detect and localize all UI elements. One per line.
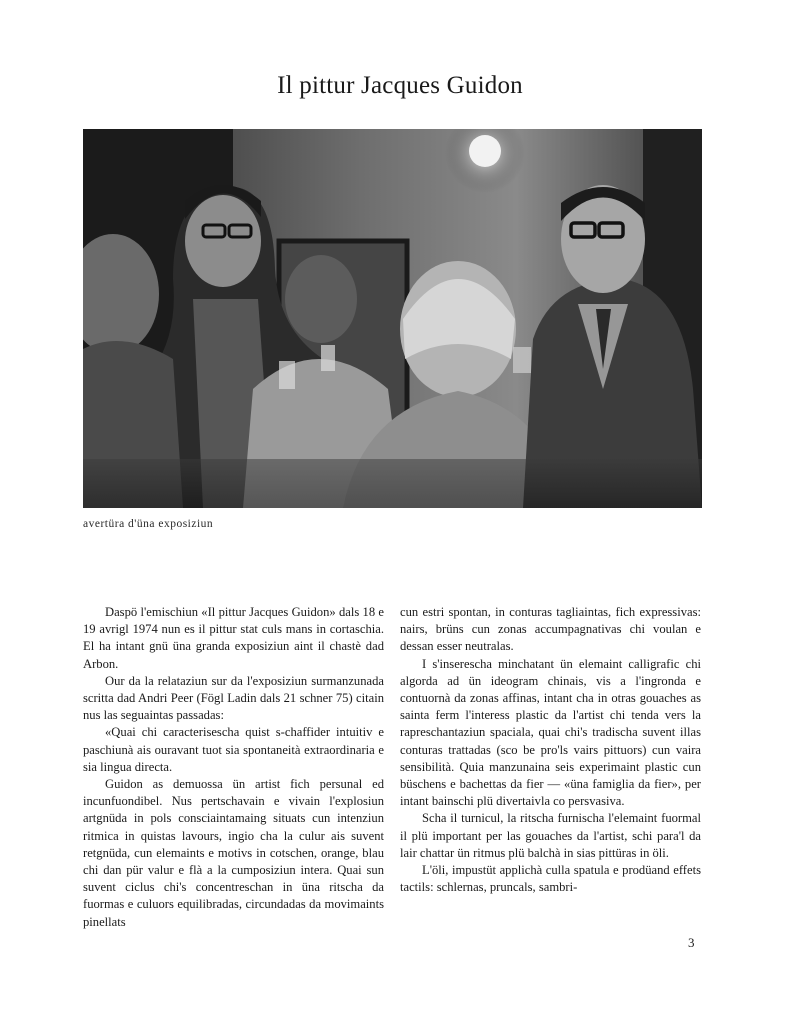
paragraph: cun estri spontan, in conturas tagliaintas, fich expressivas: nairs, brüns cun zonas accumpagnativas chi voulan e dessan esser neutralas. <box>400 605 701 654</box>
photo-caption: avertüra d'üna exposiziun <box>83 518 214 530</box>
photograph <box>83 129 702 508</box>
paragraph: Our da la relataziun sur da l'exposiziun surmanzunada scritta dad Andri Peer (Fögl Ladin dals 21 schner 75) citain nus las seguaintas passadas: <box>83 673 384 723</box>
article-title: Il pittur Jacques Guidon <box>277 72 523 99</box>
paragraph: Guidon as demuossa ün artist fich persunal ed incunfuondibel. Nus pertschavain e vivain l'explosiun artgnüda in pols consciaintamaing situats cun intenziun ritmica in quistas lavours, ingio cha la culur ais suvent retgnüda, cun elemaints e motivs in cotschen, orange, blau chi dan pür valur e flà a la cumposiziun intera. Quai sun suvent ciclus chi's concentreschan in üna ritscha da fuormas e culuors equilibradas, circundadas da movimaints pinellats <box>83 777 384 929</box>
paragraph: L'öli, impustüt applichà culla spatula e prodüand effets tactils: schlernas, pruncals, sambri- <box>400 863 701 895</box>
paragraph: I s'inserescha minchatant ün elemaint calligrafic chi algorda ad ün ideogram chinais, vis a l'ingronda e contuornà da zonas affinas, intant cha in otras gouaches as sainta ferm l'interess plastic da l'artist chi tenda vers la rapreschantaziun spaciala, quai chi's tradischa suvent illas conturas trattadas (sco be pro'ls vairs pittuors) cun vaira sensibilità. Quia manzunaina seis experimaint plastic cun büschens e bachettas da fier — «üna famiglia da fier», per intant bainschi plü divertaivla co persvasiva. <box>400 656 701 809</box>
paragraph: «Quai chi caracterisescha quist s-chaffider intuitiv e paschiunà ais ouravant tuot sia spontaneità extraordinaria e sia lingua directa. <box>83 725 384 774</box>
photo-illustration <box>83 129 702 508</box>
paragraph: Daspö l'emischiun «Il pittur Jacques Guidon» dals 18 e 19 avrigl 1974 nun es il pittur stat culs mans in cortaschia. El ha intant gnü üna granda exposiziun aint il chastè dad Arbon. <box>83 605 384 671</box>
paragraph: Scha il turnicul, la ritscha furnischa l'elemaint fuormal il plü important per las gouaches da l'artist, schi para'l da lair chattar ün ritmus plü balchà in sias pittüras in öli. <box>400 811 701 860</box>
page-number: 3 <box>688 935 695 950</box>
text-column-left <box>83 604 384 931</box>
text-column-right <box>400 604 701 896</box>
